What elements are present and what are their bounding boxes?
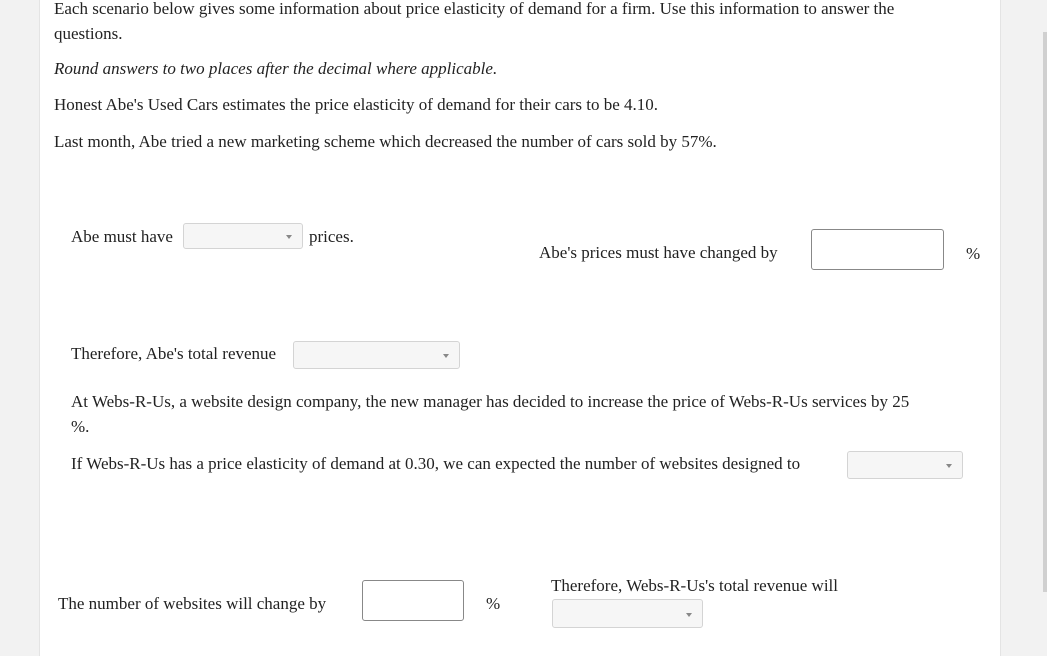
- abe-total-revenue-select[interactable]: [293, 341, 460, 369]
- chevron-down-icon: [686, 613, 692, 617]
- webs-intro-line-2: %.: [71, 417, 90, 436]
- intro-line-1: Each scenario below gives some information about price elasticity of demand for a firm. Use this information to answer the: [54, 0, 895, 18]
- webs-intro-line-1: At Webs-R-Us, a website design company, the new manager has decided to increase the price of Webs-R-Us services by 25: [71, 392, 910, 411]
- webs-websites-change-label: The number of websites will change by: [58, 594, 327, 613]
- chevron-down-icon: [946, 464, 952, 468]
- abe-price-change-input[interactable]: [811, 229, 944, 270]
- abe-prices-label: prices.: [309, 227, 354, 246]
- webs-websites-direction-select[interactable]: [847, 451, 963, 479]
- webs-websites-change-input[interactable]: [362, 580, 464, 621]
- chevron-down-icon: [286, 235, 292, 239]
- scrollbar[interactable]: [1043, 32, 1047, 592]
- abe-prices-changed-label: Abe's prices must have changed by: [539, 243, 778, 262]
- abe-total-revenue-label: Therefore, Abe's total revenue: [71, 344, 277, 363]
- webs-elasticity-text: If Webs-R-Us has a price elasticity of demand at 0.30, we can expected the number of websites designed to: [71, 454, 801, 473]
- intro-line-2: questions.: [54, 24, 123, 43]
- question-card: [39, 0, 1001, 656]
- rounding-instruction: Round answers to two places after the decimal where applicable.: [54, 59, 498, 78]
- abe-marketing-text: Last month, Abe tried a new marketing scheme which decreased the number of cars sold by 57%.: [54, 132, 717, 151]
- abe-percent-symbol: %: [966, 244, 981, 263]
- webs-total-revenue-select[interactable]: [552, 599, 703, 628]
- abe-elasticity-text: Honest Abe's Used Cars estimates the price elasticity of demand for their cars to be 4.10.: [54, 95, 659, 114]
- webs-percent-symbol: %: [486, 594, 501, 613]
- abe-price-direction-select[interactable]: [183, 223, 303, 249]
- chevron-down-icon: [443, 354, 449, 358]
- abe-must-have-label: Abe must have: [71, 227, 173, 246]
- webs-total-revenue-label: Therefore, Webs-R-Us's total revenue will: [551, 576, 838, 595]
